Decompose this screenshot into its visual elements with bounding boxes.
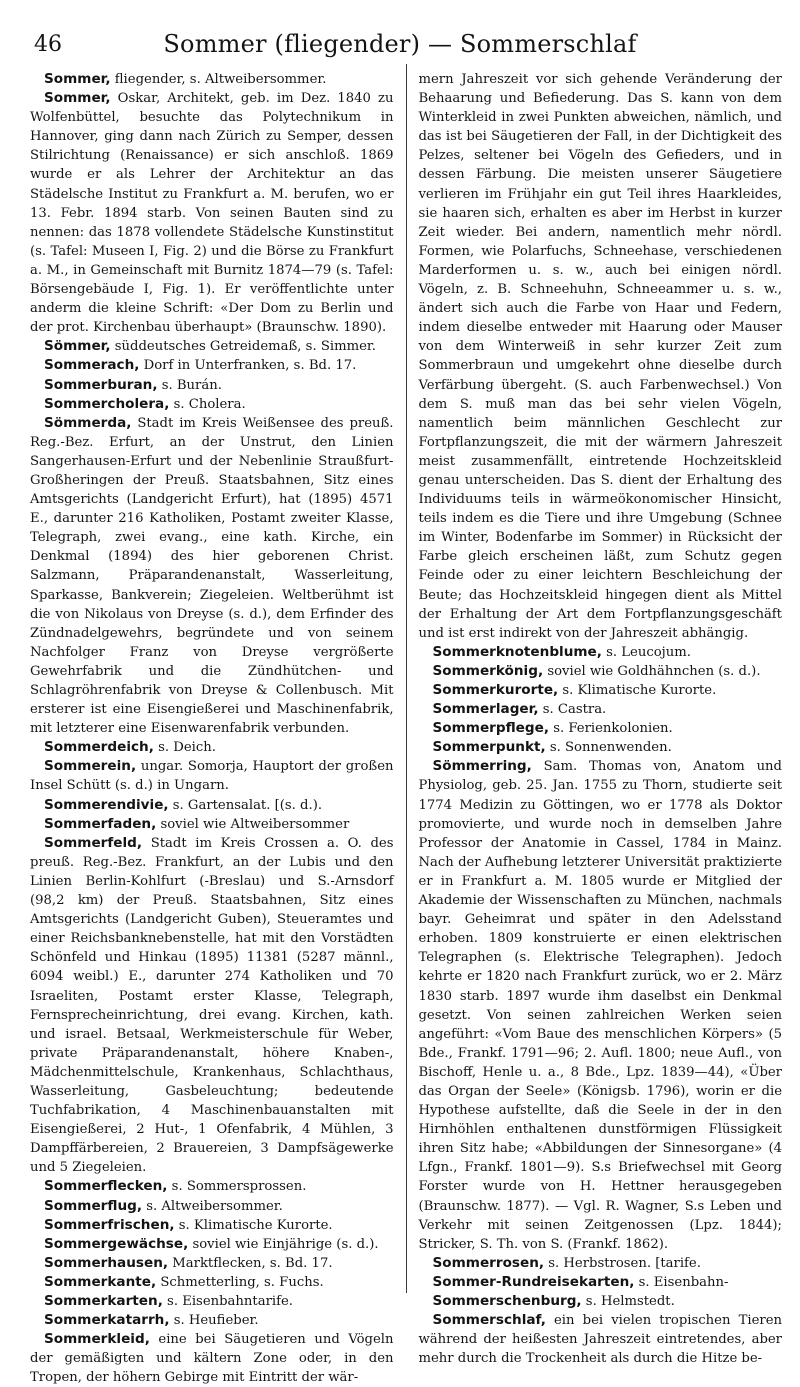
entry-headword: Sommerflecken,: [44, 1178, 168, 1195]
entry-text: s. Sommersprossen.: [167, 1179, 307, 1195]
entry-text: s. Sonnenwenden.: [545, 740, 672, 756]
entry-text: s. Gartensalat. [(s. d.).: [168, 797, 323, 813]
entry-text: s. Altweibersommer.: [142, 1198, 283, 1214]
entry-headword: Sommerfeld,: [44, 834, 143, 851]
entry-text: soviel wie Goldhähnchen (s. d.).: [543, 663, 761, 679]
entry-text: s. Ferienkolonien.: [549, 721, 673, 737]
entry-text: s. Helmstedt.: [581, 1294, 675, 1309]
dictionary-entry: [30, 796, 394, 815]
entry-text: süddeutsches Getreidemaß, s. Simmer.: [110, 339, 376, 355]
dictionary-entry: [418, 1292, 782, 1311]
entry-headword: Sommer,: [44, 71, 111, 87]
entry-headword: Sommerknotenblume,: [432, 643, 602, 660]
entry-headword: Sömmer,: [44, 338, 111, 355]
entry-text: mern Jahreszeit vor sich gehende Veränderung der Behaarung und Befiederung. Das S. kann von dem Winterkleid in zwei Punkten abweichen, nämlich, und das ist bei Säugetieren der Fall, in der Dichtigkeit des Pelzes, seltener bei Vögeln des Gefieders, und in dessen Färbung. Die meisten unserer Säugetiere verlieren im Frühjahr ein gut Teil ihres Haarkleides, sie haaren sich, erhalten es aber im Herbst in kurzer Zeit wieder. Bei andern, namentlich mehr nördl. Formen, wie Polarfuchs, Schneehase, verschiedenen Marderformen u. s. w., auch bei einigen nördl. Vögeln, z. B. Schneehuhn, Schneeammer u. s. w., ändert sich auch die Farbe von Haar und Federn, indem dieselbe entweder mit Haarung oder Mauser von dem Winterweiß in sehr kurzer Zeit zum Sommerbraun und umgekehrt ohne dieselbe durch Verfärbung übergeht. (S. auch Farbenwechsel.) Von dem S. muß man das bei sehr vielen Vögeln, namentlich beim männlichen Geschlecht zur Fortpflanzungszeit, die mit der wärmern Jahreszeit meist zusammenfällt, eintretende Hochzeitskleid genau unterscheiden. Das S. dient der Erhaltung des Individuums teils in wärmeökonomischer Hinsicht, teils indem es die Tiere und ihre Umgebung (Schnee im Winter, Bodenfarbe im Sommer) in Rücksicht der Farbe gleich erscheinen läßt, zum Schutz gegen Feinde oder zu einer leichtern Beschleichung der Beute; das Hochzeitskleid hingegen dient als Mittel der Erhaltung der Art dem Fortpflanzungsgeschäft und ist erst indirekt von der Jahreszeit abhängig.: [418, 72, 782, 641]
dictionary-entry: [418, 738, 782, 757]
dictionary-entry: [30, 1273, 394, 1292]
dictionary-entry: [30, 337, 394, 356]
dictionary-entry: [418, 681, 782, 700]
entry-headword: Sömmerda,: [44, 414, 132, 431]
dictionary-entry: [30, 757, 394, 795]
dictionary-entry: [30, 1197, 394, 1216]
entry-text: s. Leucojum.: [601, 644, 691, 660]
left-column: [30, 70, 406, 1386]
entry-headword: Sommerpflege,: [432, 720, 550, 737]
entry-text: s. Klimatische Kurorte.: [558, 683, 717, 698]
entry-text: Oskar, Architekt, geb. im Dez. 1840 zu Wolfenbüttel, besuchte das Polytechnikum in Hannover, ging dann nach Zürich zu Semper, dessen Stilrichtung (Renaissance) er sich anschloß. 1869 wurde er als Lehrer der Architektur an das Städelsche Institut zu Frankfurt a. M. berufen, wo er 13. Febr. 1894 starb. Von seinen Bauten sind zu nennen: das 1878 vollendete Städelsche Kunstinstitut (s. Tafel: Museen I, Fig. 2) und die Börse zu Frankfurt a. M., in Gemeinschaft mit Burnitz 1874—79 (s. Tafel: Börsengebäude I, Fig. 1). Er veröffentlichte unter anderm die kleine Schrift: «Der Dom zu Berlin und der prot. Kirchenbau überhaupt» (Braunschw. 1890).: [30, 91, 394, 336]
entry-text: s. Castra.: [538, 702, 607, 718]
dictionary-entry: [30, 1177, 394, 1196]
dictionary-entry: [418, 1254, 782, 1273]
entry-text: soviel wie Einjährige (s. d.).: [188, 1236, 379, 1252]
entry-text: s. Herbstrosen. [tarife.: [544, 1255, 701, 1271]
entry-text: Stadt im Kreis Crossen a. O. des preuß. Reg.-Bez. Frankfurt, an der Lubis und den Linien Berlin-Kohlfurt (-Breslau) und S.-Arnsdorf (98,2 km) der Preuß. Staatsbahnen, Sitz eines Amtsgerichts (Landgericht Guben), Steueramtes und einer Reichsbanknebenstelle, hat mit den Vorstädten Schönfeld und Hinkau (1895) 11381 (5287 männl., 6094 weibl.) E., darunter 274 Katholiken und 70 Israeliten, Postamt erster Klasse, Telegraph, Fernsprecheinrichtung, drei evang. Kirchen, kath. und israel. Betsaal, Werkmeisterschule für Weber, private Präparandenanstalt, höhere Knaben-, Mädchenmittelschule, Krankenhaus, Schlachthaus, Wasserleitung, Gasbeleuchtung; bedeutende Tuchfabrikation, 4 Maschinenbauanstalten mit Eisengießerei, 2 Hut-, 1 Ofenfabrik, 4 Mühlen, 3 Dampffärbereien, 2 Brauereien, 3 Dampfsägewerke und 5 Ziegeleien.: [30, 835, 394, 1176]
entry-headword: Sommerkönig,: [432, 662, 544, 679]
entry-headword: Sommerfaden,: [44, 815, 157, 832]
dictionary-entry: [30, 1216, 394, 1235]
entry-text: Sam. Thomas von, Anatom und Physiolog, geb. 25. Jan. 1755 zu Thorn, studierte seit 1774 Medizin zu Göttingen, wo er 1778 als Doktor promovierte, und wurde noch in demselben Jahre Professor der Anatomie in Cassel, 1784 in Mainz. Nach der Aufhebung letzterer Universität praktizierte er in Frankfurt a. M. 1805 wurde er Mitglied der Akademie der Wissenschaften zu München, nachmals bayr. Geheimrat und später in den Adelsstand erhoben. 1809 konstruierte er einen elektrischen Telegraphen (s. Elektrische Telegraphen). Jedoch kehrte er 1820 nach Frankfurt zurück, wo er 2. März 1830 starb. 1897 wurde ihm daselbst ein Denkmal gesetzt. Von seinen zahlreichen Werken seien angeführt: «Vom Baue des menschlichen Körpers» (5 Bde., Frankf. 1791—96; 2. Aufl. 1800; neue Aufl., von Bischoff, Henle u. a., 8 Bde., Lpz. 1839—44), «Über das Organ der Seele» (Königsb. 1796), worin er die Hypothese aufstellte, daß die Seele in der in den Hirnhöhlen enthaltenen dunstförmigen Flüssigkeit ihren Sitz habe; «Abbildungen der Sinnesorgane» (4 Lfgn., Frankf. 1801—9). S.s Briefwechsel mit Georg Forster wurde von H. Hettner herausgegeben (Braunschw. 1877). — Vgl. R. Wagner, S.s Leben und Verkehr mit seinen Zeitgenossen (Lpz. 1844); Stricker, S. Th. von S. (Frankf. 1862).: [418, 759, 782, 1252]
dictionary-entry: [30, 815, 394, 834]
entry-text: eine bei Säugetieren und Vögeln der gemäßigten und kältern Zone oder, in den Tropen, der höhern Gebirge mit Eintritt der wär-: [30, 1332, 394, 1386]
dictionary-entry: [418, 643, 782, 662]
entry-text: ein bei vielen tropischen Tieren während der heißesten Jahreszeit eintretendes, aber mehr durch die Trockenheit als durch die Hitze be-: [418, 1313, 782, 1367]
entry-headword: Sommercholera,: [44, 395, 170, 412]
entry-text: s. Heufieber.: [169, 1313, 259, 1329]
entry-text: Stadt im Kreis Weißensee des preuß. Reg.-Bez. Erfurt, an der Unstrut, den Linien Sangerhausen-Erfurt und der Nebenlinie Straußfurt-Großheringen der Preuß. Staatsbahnen, Sitz eines Amtsgerichts (Landgericht Erfurt), hat (1895) 4571 E., darunter 216 Katholiken, Postamt zweiter Klasse, Telegraph, zwei evang., eine kath. Kirche, ein Denkmal (1894) des hier geborenen Christ. Salzmann, Präparandenanstalt, Wasserleitung, Sparkasse, Bankverein; Ziegeleien. Weltberühmt ist die von Nikolaus von Dreyse (s. d.), dem Erfinder des Zündnadelgewehrs, begründete und von seinem Nachfolger Franz von Dreyse vergrößerte Gewehrfabrik und die Zündhütchen- und Schlagröhrenfabrik von Dreyse & Collenbusch. Mit ersterer ist eine Eisengießerei und Maschinenfabrik, mit letzterer eine Eisenwarenfabrik verbunden.: [30, 415, 394, 737]
entry-headword: Sommerein,: [44, 758, 137, 775]
page-header: [24, 28, 776, 64]
entry-headword: Sömmerring,: [432, 758, 532, 775]
entry-headword: Sommerschlaf,: [432, 1312, 546, 1329]
entry-headword: Sommerendivie,: [44, 796, 169, 813]
dictionary-entry: [418, 757, 782, 1253]
dictionary-entry: [30, 1254, 394, 1273]
entry-headword: Sommerfrischen,: [44, 1216, 175, 1233]
entry-headword: Sommerkleid,: [44, 1331, 150, 1348]
dictionary-entry: [30, 70, 394, 89]
text-columns: [30, 70, 782, 1386]
entry-text: Dorf in Unterfranken, s. Bd. 17.: [139, 358, 357, 374]
entry-text: s. Burán.: [157, 377, 222, 393]
entry-text: s. Klimatische Kurorte.: [174, 1217, 333, 1233]
dictionary-entry: [30, 834, 394, 1178]
dictionary-entry: [30, 1235, 394, 1254]
entry-headword: Sommerdeich,: [44, 739, 154, 756]
entry-headword: Sommerkarten,: [44, 1293, 163, 1309]
dictionary-entry: [418, 1273, 782, 1292]
dictionary-entry: [30, 395, 394, 414]
entry-text: ungar. Somorja, Hauptort der großen Insel Schütt (s. d.) in Ungarn.: [30, 759, 394, 794]
entry-headword: Sommer,: [44, 90, 111, 107]
entry-text: Schmetterling, s. Fuchs.: [156, 1274, 324, 1290]
dictionary-entry: [30, 89, 394, 337]
entry-headword: Sommerhausen,: [44, 1254, 169, 1271]
entry-text: s. Eisenbahntarife.: [162, 1294, 293, 1309]
entry-text: s. Deich.: [153, 740, 216, 756]
entry-headword: Sommerpunkt,: [432, 739, 546, 756]
entry-headword: Sommerburan,: [44, 376, 158, 393]
entry-text: s. Cholera.: [169, 396, 246, 412]
dictionary-entry: [30, 414, 394, 739]
entry-text: soviel wie Altweibersommer: [156, 816, 350, 832]
dictionary-entry: [30, 738, 394, 757]
entry-text: fliegender, s. Altweibersommer.: [110, 72, 327, 87]
entry-headword: Sommerschenburg,: [432, 1293, 582, 1309]
dictionary-entry: [418, 700, 782, 719]
entry-headword: Sommergewächse,: [44, 1235, 189, 1252]
entry-headword: Sommerach,: [44, 357, 140, 374]
dictionary-entry: [418, 70, 782, 643]
right-column: [406, 70, 782, 1367]
running-head: Sommer (fliegender) — Sommerschlaf: [163, 30, 637, 58]
dictionary-entry: [418, 719, 782, 738]
dictionary-entry: [30, 356, 394, 375]
entry-headword: Sommer-Rundreisekarten,: [432, 1273, 635, 1290]
dictionary-entry: [418, 1311, 782, 1368]
entry-text: Marktflecken, s. Bd. 17.: [168, 1255, 333, 1271]
page-number: 46: [34, 32, 62, 57]
entry-headword: Sommerkatarrh,: [44, 1312, 170, 1329]
dictionary-entry: [418, 662, 782, 681]
dictionary-entry: [30, 1311, 394, 1330]
entry-headword: Sommerkurorte,: [432, 682, 559, 698]
dictionary-entry: [30, 1330, 394, 1387]
dictionary-entry: [30, 1292, 394, 1311]
entry-headword: Sommerflug,: [44, 1197, 143, 1214]
entry-headword: Sommerkante,: [44, 1273, 157, 1290]
entry-headword: Sommerrosen,: [432, 1254, 545, 1271]
dictionary-entry: [30, 376, 394, 395]
entry-headword: Sommerlager,: [432, 701, 539, 718]
entry-text: s. Eisenbahn-: [634, 1274, 729, 1290]
